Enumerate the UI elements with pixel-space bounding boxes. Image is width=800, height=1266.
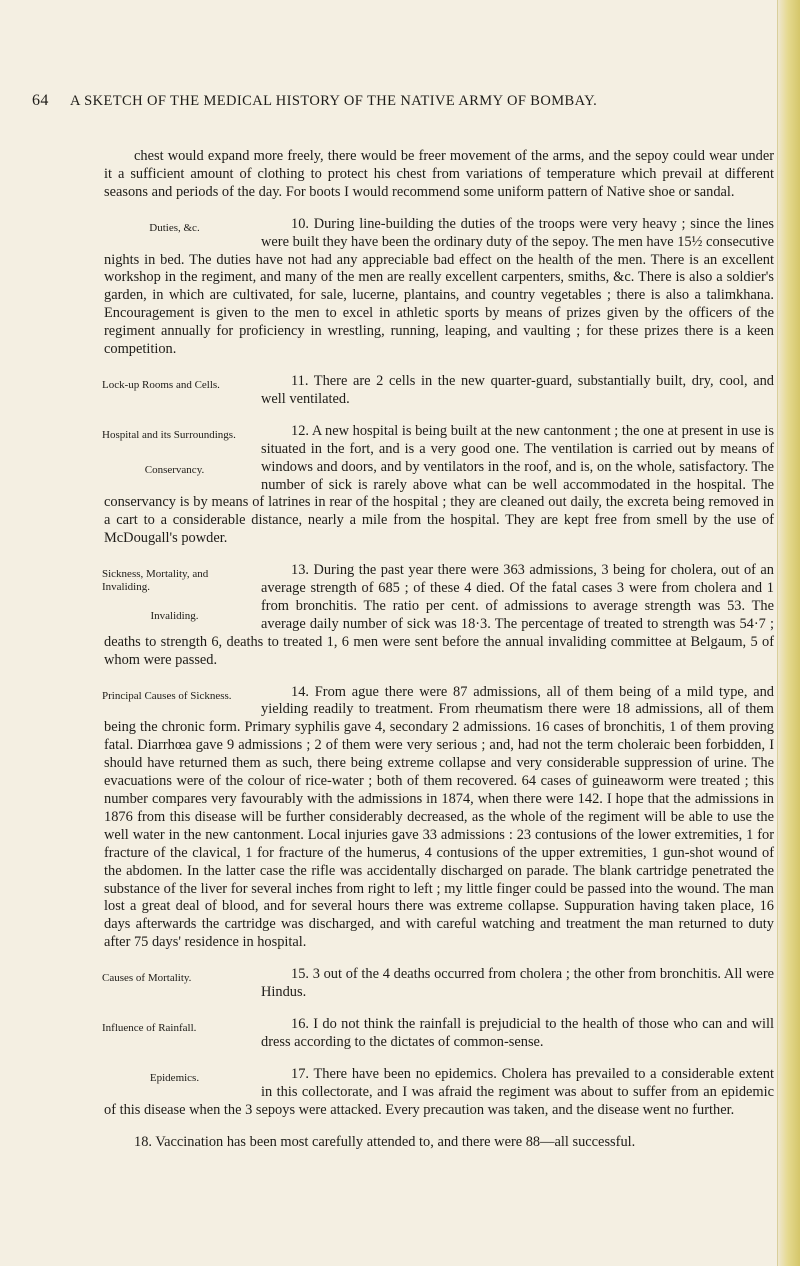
side-note-hospital: Hospital and its Surroundings. bbox=[102, 428, 236, 441]
side-note-principal-causes: Principal Causes of Sickness. bbox=[102, 689, 232, 702]
side-note-sickness: Sickness, Mortality, and Invaliding. bbox=[102, 568, 209, 594]
paragraph-18 bbox=[104, 1134, 774, 1152]
body-text bbox=[104, 148, 774, 1165]
paragraph-12 bbox=[104, 423, 774, 548]
paragraph-10 bbox=[104, 216, 774, 359]
side-note-duties: Duties, &c. bbox=[149, 221, 200, 234]
side-note-epidemics: Epidemics. bbox=[149, 1071, 200, 1084]
paragraph-text: 17. There have been no epidemics. Cholera has prevailed to a considerable extent in this collectorate, and I was afraid the regiment was about to suffer from an epidemic of this disease when the 3 sepoys were attacked. Every precaution was taken, and the disease went no further. bbox=[104, 1065, 774, 1118]
paragraph-text: 14. From ague there were 87 admissions, all of them being of a mild type, and yielding readily to treatment. From rheumatism there were 18 admissions, all of them being the chronic form. Primary syphilis gave 4, secondary 2 admissions. 16 cases of bronchitis, 1 of them proving fatal. Diarrhœa gave 9 admissions ; 2 of them were very serious ; and, had not the term choleraic been forbidden, I should have returned them as such, there being extreme collapse and very considerable suppression of urine. The evacuations were of the colour of rice-water ; both of them recovered. 64 cases of guineaworm were treated ; this number compares very favourably with the admissions in 1874, when there were 142. I hope that the admissions in 1876 from this disease will be further considerably decreased, as the whole of the regiment will be able to use the well water in the new cantonment. Local injuries gave 33 admissions : 23 contusions of the lower extremities, 1 for fracture of the clavical, 1 for fracture of the humerus, 4 contusions of the upper extremities, 1 gun-shot wound of the abdomen. In the latter case the rifle was accidentally discharged on parade. The blank cartridge penetrated the substance of the liver for several inches from right to left ; my little finger could be passed into the wound. The man lost a great deal of blood, and for several hours there was extreme collapse. Suppuration having taken place, 16 days afterwards the cartridge was discharged, and with careful watching and treatment the man returned to duty after 75 days' residence in hospital. bbox=[104, 683, 774, 951]
paragraph-text: 16. I do not think the rainfall is prejudicial to the health of those who can and will dress according to the dictates of common-sense. bbox=[261, 1015, 774, 1050]
page-edge-stain bbox=[778, 0, 800, 1266]
paragraph-11 bbox=[104, 373, 774, 409]
side-note-lockup: Lock-up Rooms and Cells. bbox=[102, 378, 220, 391]
side-note-rainfall: Influence of Rainfall. bbox=[102, 1021, 197, 1034]
side-note-conservancy: Conservancy. bbox=[144, 463, 205, 476]
running-title: A SKETCH OF THE MEDICAL HISTORY OF THE NATIVE ARMY OF BOMBAY. bbox=[70, 93, 598, 109]
side-note-mortality: Causes of Mortality. bbox=[102, 972, 192, 985]
paragraph-text: chest would expand more freely, there would be freer movement of the arms, and the sepoy could wear under it a sufficient amount of clothing to protect his chest from variations of temperature which prevail at different seasons and periods of the day. For boots I would recommend some uniform pattern of Native shoe or sandal. bbox=[104, 148, 774, 200]
paragraph-14 bbox=[104, 684, 774, 953]
page-number: 64 bbox=[32, 92, 49, 109]
paragraph-text: 11. There are 2 cells in the new quarter-guard, substantially built, dry, cool, and well ventilated. bbox=[261, 372, 774, 407]
paragraph-text: 12. A new hospital is being built at the new cantonment ; the one at present in use is situated in the fort, and is a very good one. The ventilation is carried out by means of windows and doors, and by ventilators in the roof, and is, on the whole, satisfactory. The number of sick is rarely above what can be well accommodated in the hospital. The conservancy is by means of latrines in rear of the hospital ; they are cleaned out daily, the excreta being removed in a cart to a considerable distance, nearly a mile from the hospital. They are kept free from smell by the use of McDougall's powder. bbox=[104, 422, 774, 547]
paragraph-16 bbox=[104, 1016, 774, 1052]
paragraph-17 bbox=[104, 1066, 774, 1120]
paragraph-9-end bbox=[104, 148, 774, 202]
paragraph-text: 10. During line-building the duties of the troops were very heavy ; since the lines were built they have been the ordinary duty of the sepoy. The men have 15½ consecutive nights in bed. The duties have not had any appreciable bad effect on the health of the men. There is an excellent workshop in the regiment, and many of the men are really excellent carpenters, smiths, &c. There is also a soldier's garden, in which are cultivated, for sale, lucerne, plantains, and country vegetables ; there is also a talimkhana. Encouragement is given to the men to excel in athletic sports by means of prizes given by the officers of the regiment annually for proficiency in wrestling, running, leaping, and vaulting ; for these prizes there is a keen competition. bbox=[104, 215, 774, 358]
side-note-invaliding: Invaliding. bbox=[150, 610, 199, 623]
paragraph-text: 18. Vaccination has been most carefully attended to, and there were 88—all successful. bbox=[134, 1133, 636, 1150]
page-header bbox=[32, 92, 770, 110]
paragraph-text: 15. 3 out of the 4 deaths occurred from cholera ; the other from bronchitis. All were Hindus. bbox=[261, 966, 774, 1001]
paragraph-text: 13. During the past year there were 363 admissions, 3 being for cholera, out of an average strength of 685 ; of these 4 died. Of the fatal cases 3 were from cholera and 1 from bronchitis. The ratio per cent. of admissions to average strength was 53. The average daily number of sick was 18·3. The percentage of treated to strength was 54·7 ; deaths to strength 6, deaths to treated 1, 6 men were sent before the annual invaliding committee at Belgaum, 5 of whom were passed. bbox=[104, 562, 774, 668]
paragraph-13 bbox=[104, 562, 774, 669]
paragraph-15 bbox=[104, 966, 774, 1002]
